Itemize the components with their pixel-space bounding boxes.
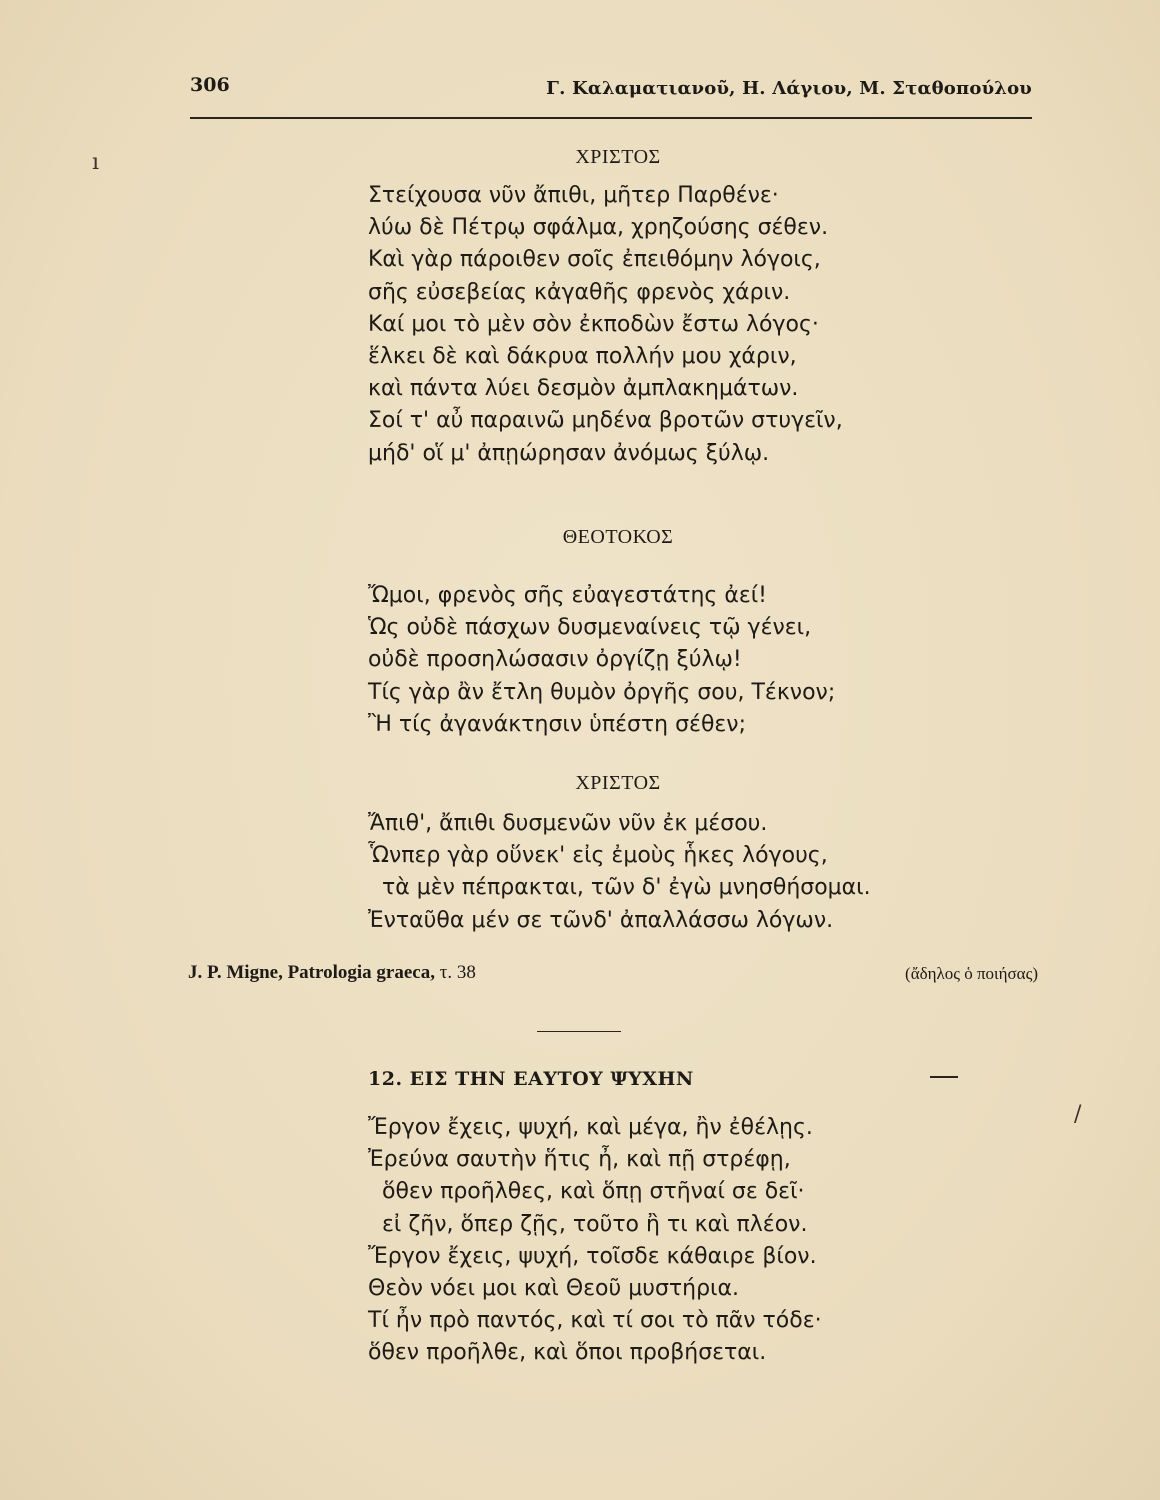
verse-line: Ἔργον ἔχεις, ψυχή, καὶ μέγα, ἢν ἐθέλῃς. [368, 1115, 813, 1140]
citation-source [188, 962, 476, 984]
verse-line: μήδ' οἵ μ' ἀπῃώρησαν ἀνόμως ξύλῳ. [368, 440, 770, 466]
verse-line: Καί μοι τὸ μὲν σὸν ἐκποδὼν ἔστω λόγος· [368, 311, 819, 337]
verse-line: ὅθεν προῆλθες, καὶ ὅπῃ στῆναί σε δεῖ· [382, 1179, 805, 1205]
running-head: Γ. Καλαματιανοῦ, Η. Λάγιου, Μ. Σταθοπούλου [546, 78, 1032, 99]
speaker-christos-2: ΧΡΙΣΤΟΣ [575, 772, 661, 794]
header-rule [190, 117, 1032, 119]
verse-line: Ἐρεύνα σαυτὴν ἥτις ἦ, καὶ πῇ στρέφῃ, [368, 1147, 791, 1173]
citation-source-text: J. P. Migne, Patrologia graeca, [188, 962, 435, 983]
verse-line: Ἢ τίς ἀγανάκτησιν ὑπέστη σέθεν; [368, 711, 746, 737]
speaker-christos-1: ΧΡΙΣΤΟΣ [575, 146, 661, 168]
verse-block-2 [368, 580, 988, 741]
verse-line: λύω δὲ Πέτρῳ σφάλμα, χρηζούσης σέθεν. [368, 215, 829, 241]
speaker-theotokos: ΘΕΟΤΟΚΟΣ [562, 526, 674, 548]
verse-line: Ἄπιθ', ἄπιθι δυσμενῶν νῦν ἐκ μέσου. [368, 811, 768, 836]
verse-line: Τίς γὰρ ἂν ἔτλη θυμὸν ὀργῆς σου, Τέκνον; [368, 679, 836, 705]
verse-line: Ἔργον ἔχεις, ψυχή, τοῖσδε κάθαιρε βίον. [368, 1243, 817, 1269]
verse-line: Ὧνπερ γὰρ οὕνεκ' εἰς ἐμοὺς ἧκες λόγους, [368, 843, 828, 869]
margin-dash-mark [930, 1076, 958, 1078]
verse-line: Θεὸν νόει μοι καὶ Θεοῦ μυστήρια. [368, 1276, 739, 1302]
poem-title: 12. ΕΙΣ ΤΗΝ ΕΑΥΤΟΥ ΨΥΧΗΝ [368, 1068, 694, 1090]
citation-author-note: (ἄδηλος ὁ ποιήσας) [905, 964, 1038, 983]
page-header [190, 74, 1032, 114]
citation [188, 962, 1038, 994]
verse-block-1 [368, 180, 988, 470]
verse-line: ἕλκει δὲ καὶ δάκρυα πολλήν μου χάριν, [368, 344, 797, 370]
citation-volume: τ. 38 [439, 962, 476, 983]
verse-line: Σοί τ' αὖ παραινῶ μηδένα βροτῶν στυγεῖν, [368, 408, 843, 434]
verse-line: τὰ μὲν πέπρακται, τῶν δ' ἐγὼ μνησθήσομαι. [382, 875, 871, 901]
verse-line: οὐδὲ προσηλώσασιν ὀργίζῃ ξύλῳ! [368, 647, 742, 673]
margin-tick-mark: / [1074, 1102, 1082, 1127]
verse-block-4 [368, 1112, 988, 1370]
verse-line: ὅθεν προῆλθε, καὶ ὅποι προβήσεται. [368, 1340, 767, 1366]
verse-line: Καὶ γὰρ πάροιθεν σοῖς ἐπειθόμην λόγοις, [368, 247, 821, 273]
verse-block-3 [368, 808, 988, 937]
verse-line: Ὡς οὐδὲ πάσχων δυσμεναίνεις τῷ γένει, [368, 615, 812, 641]
verse-line: σῆς εὐσεβείας κἀγαθῆς φρενὸς χάριν. [368, 279, 791, 305]
margin-tick-mark: ı [92, 150, 100, 175]
verse-line: Τί ἦν πρὸ παντός, καὶ τί σοι τὸ πᾶν τόδε· [368, 1308, 822, 1334]
verse-line: Ἐνταῦθα μέν σε τῶνδ' ἀπαλλάσσω λόγων. [368, 907, 834, 933]
verse-line: Ὤμοι, φρενὸς σῆς εὐαγεστάτης ἀεί! [368, 583, 767, 608]
verse-line: Στείχουσα νῦν ἄπιθι, μῆτερ Παρθένε· [368, 183, 779, 208]
verse-line: καὶ πάντα λύει δεσμὸν ἀμπλακημάτων. [368, 376, 799, 402]
verse-line: εἰ ζῆν, ὅπερ ζῇς, τοῦτο ἢ τι καὶ πλέον. [382, 1211, 808, 1237]
page-number: 306 [190, 74, 230, 96]
section-divider [537, 1031, 621, 1032]
